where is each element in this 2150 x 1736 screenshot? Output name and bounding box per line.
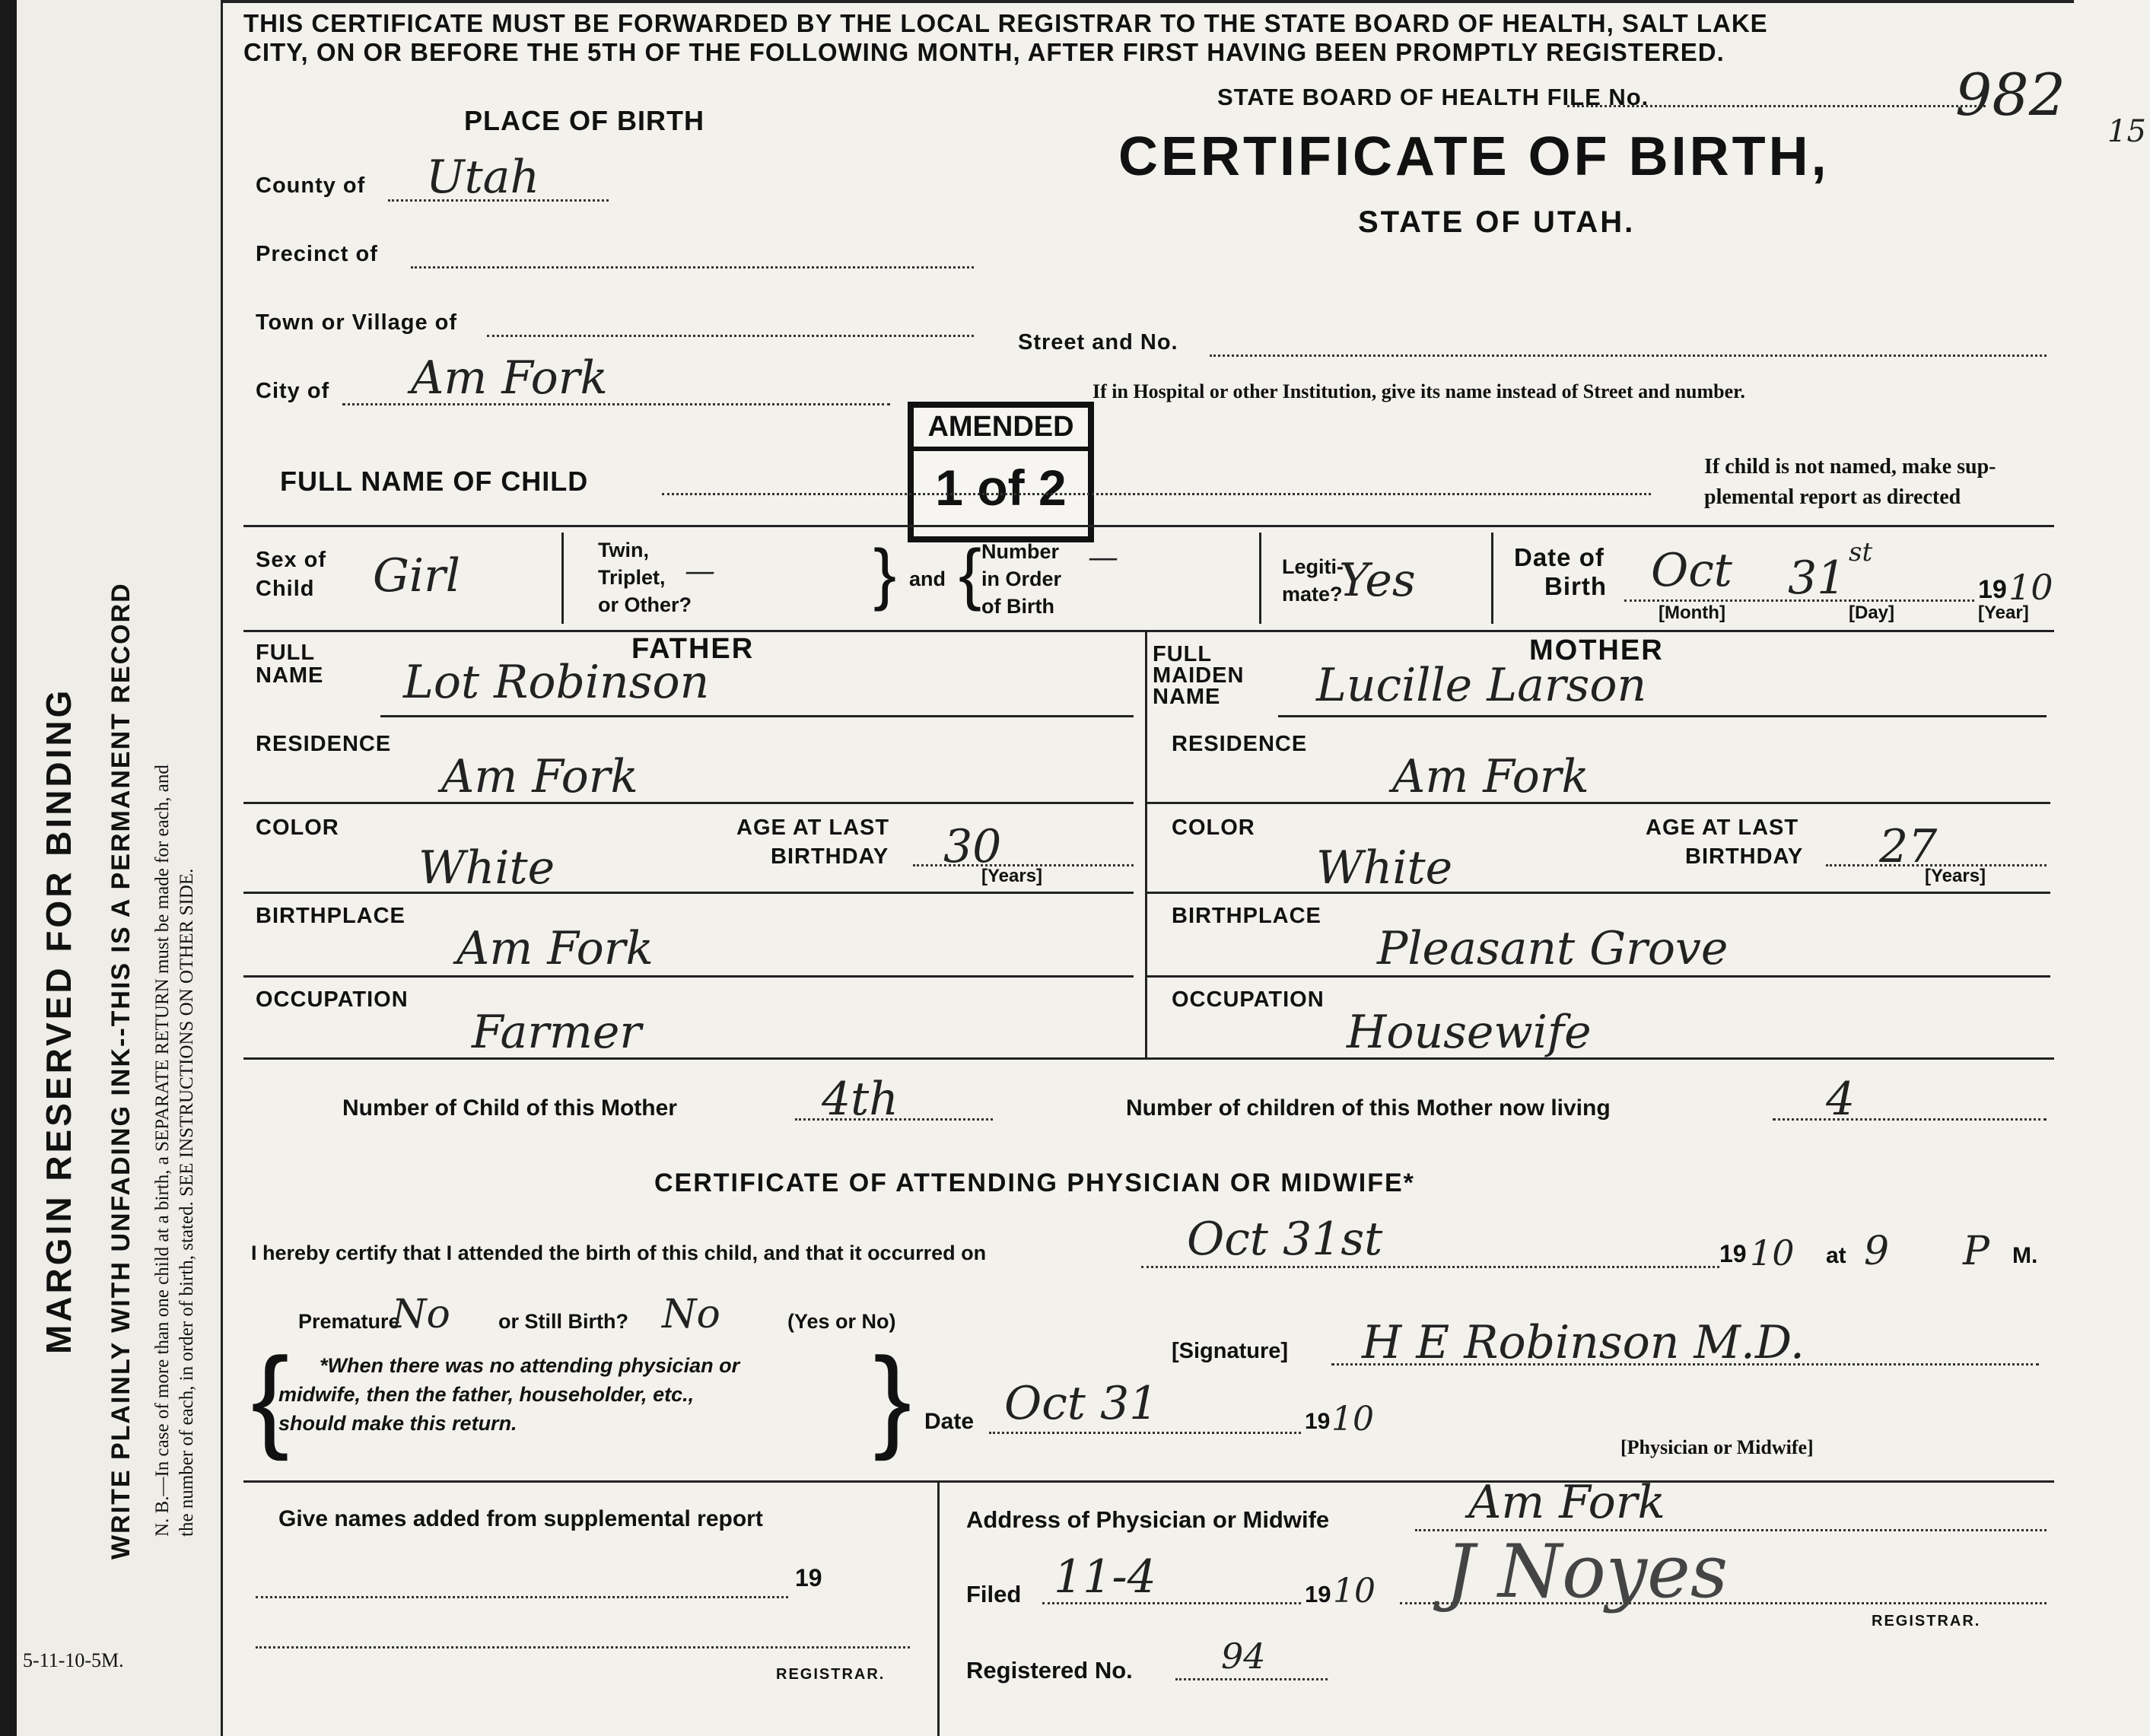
occurred-date: Oct 31st — [1187, 1213, 1383, 1266]
supplemental-title: Give names added from supplemental report — [278, 1506, 763, 1531]
binding-margin — [0, 0, 223, 1736]
birth-ampm: P — [1963, 1229, 1989, 1274]
write-plainly-text: WRITE PLAINLY WITH UNFADING INK--THIS IS A PERMANENT RECORD — [107, 582, 135, 1560]
mother-age-label-1: AGE AT LAST — [1646, 816, 1799, 840]
mother-birthplace: Pleasant Grove — [1377, 922, 1729, 975]
yes-no-label: (Yes or No) — [787, 1310, 896, 1333]
child-number-label: Number of Child of this Mother — [342, 1095, 677, 1121]
stamp-line-2: 1 of 2 — [935, 459, 1067, 516]
stamp-line-1: AMENDED — [914, 408, 1088, 451]
dob-year-prefix: 19 — [1978, 575, 2007, 604]
amended-stamp — [908, 402, 1094, 542]
margin-reserved-text: MARGIN RESERVED FOR BINDING — [39, 687, 78, 1354]
mother-residence-label: RESIDENCE — [1172, 732, 1308, 756]
father-birthplace-label: BIRTHPLACE — [256, 904, 406, 928]
dob-day-suffix: st — [1849, 537, 1873, 568]
dob-label-2: Birth — [1544, 572, 1607, 600]
nb-note-line1: N. B.—In case of more than one child at a birth, a SEPARATE RETURN must be made for each, and — [152, 765, 173, 1537]
father-color: White — [418, 841, 555, 895]
father-age: 30 — [943, 820, 1002, 873]
address-label: Address of Physician or Midwife — [966, 1506, 1330, 1533]
physician-heading: CERTIFICATE OF ATTENDING PHYSICIAN OR MIDWIFE* — [654, 1168, 1415, 1197]
precinct-label: Precinct of — [256, 242, 378, 266]
registrar-signature: J Noyes — [1446, 1529, 1729, 1614]
mother-occupation-label: OCCUPATION — [1172, 987, 1325, 1012]
unnamed-note-1: If child is not named, make sup- — [1704, 455, 1996, 479]
mother-occupation: Housewife — [1347, 1006, 1592, 1059]
still-birth-label: or Still Birth? — [498, 1310, 628, 1333]
twin-label-1: Twin, — [598, 539, 649, 561]
date-year: 10 — [1331, 1400, 1374, 1439]
father-birthplace: Am Fork — [456, 922, 654, 975]
at-label: at — [1826, 1243, 1846, 1268]
father-age-label-1: AGE AT LAST — [736, 816, 890, 840]
file-number: 982 — [1955, 61, 2066, 129]
town-label: Town or Village of — [256, 310, 458, 335]
mother-color: White — [1316, 841, 1453, 895]
dob-day: 31 — [1788, 552, 1846, 605]
father-years: [Years] — [981, 866, 1043, 886]
note-line-3: should make this return. — [278, 1412, 517, 1435]
supplemental-year: 19 — [795, 1564, 822, 1591]
and-label: and — [909, 568, 946, 590]
filed-date: 11-4 — [1054, 1550, 1156, 1604]
file-no-label: STATE BOARD OF HEALTH FILE No. — [1217, 84, 1649, 110]
legit-label-2: mate? — [1282, 583, 1343, 606]
number-value: — — [1088, 540, 1118, 575]
month-caption: [Month] — [1659, 603, 1725, 623]
twin-value: — — [685, 554, 715, 589]
number-label-3: of Birth — [981, 595, 1054, 618]
nb-note-line2: the number of each, in order of birth, stated. SEE INSTRUCTIONS ON OTHER SIDE. — [177, 868, 197, 1537]
occurred-year: 10 — [1750, 1232, 1795, 1273]
registered-no-label: Registered No. — [966, 1657, 1133, 1684]
hospital-note: If in Hospital or other Institution, give its name instead of Street and number. — [1092, 380, 1745, 402]
mother-birthplace-label: BIRTHPLACE — [1172, 904, 1321, 928]
still-birth-value: No — [662, 1292, 720, 1337]
father-age-label-2: BIRTHDAY — [771, 844, 889, 869]
mother-age: 27 — [1879, 820, 1938, 873]
filed-year-prefix: 19 — [1305, 1581, 1331, 1607]
registrar-label: REGISTRAR. — [1872, 1613, 1981, 1629]
mother-residence: Am Fork — [1392, 750, 1589, 803]
notice-line-2: CITY, ON OR BEFORE THE 5TH OF THE FOLLOWING MONTH, AFTER FIRST HAVING BEEN PROMPTLY REGISTERED. — [243, 38, 1725, 66]
birth-hour: 9 — [1864, 1229, 1890, 1274]
father-name-label: NAME — [256, 663, 324, 688]
twin-label-2: Triplet, — [598, 566, 666, 589]
mother-maiden-label: MAIDEN — [1153, 663, 1245, 688]
filed-label: Filed — [966, 1581, 1022, 1607]
dob-month: Oct — [1651, 544, 1732, 597]
living-count: 4 — [1826, 1073, 1856, 1126]
twin-label-3: or Other? — [598, 593, 692, 616]
sex-value: Girl — [373, 549, 460, 603]
certificate-page: MARGIN RESERVED FOR BINDING WRITE PLAINLY WITH UNFADING INK--THIS IS A PERMANENT RECORD N. B.—In case of more than one child at a birth, a SEPARATE RETURN must be made for each, and the number of each, in order of birth, stated. SEE INSTRUCTIONS ON OTHER SIDE. 5-11-10-5M. THIS CERTIFICATE MUST BE FORWARDED BY THE LOCAL REGISTRAR TO THE STATE BOARD OF HEALTH, SALT LAKE CITY, ON OR BEFORE THE 5TH OF THE FOLLOWING MONTH, AFTER FIRST HAVING BEEN PROMPTLY REGISTERED. PLACE OF BIRTH STATE BOARD OF HEALTH FILE No. 982 15 CERTIFICATE OF BIRTH, STATE OF UTAH. County of Utah Precinct of Town or Village of Street and No. City of Am Fork If in Hospital or other Institution, give its name instead of Street and number. AMENDED 1 of 2 FULL NAME OF CHILD If child is not named, make sup- plemental report as directed Sex of Child Girl Twin, Triplet, or Other? — } and { Number in Order of Birth — Legiti- mate? Yes Date of Birth Oct 31 st 19 10 [Month] [Day] [Year] FATHER FULL NAME Lot Robinson RESIDENCE Am Fork COLOR White AGE AT LAST BIRTHDAY 30 [Years] BIRTHPLACE Am Fork OCCUPATION Farmer MOTHER FULL MAIDEN NAME Lucille Larson RESIDENCE Am Fork COLOR White AGE AT LAST BIRTHDAY 27 [Years] BIRTHPLACE Pleasant Grove OCCUPATION Housewife Number of Child of this Mother 4th Number of children of this Mother now living 4 CERTIFICATE OF ATTENDING PHYSICIAN OR MIDWIFE* I hereby certify that I attended the birth of this child, and that it occurred on Oct 31st 19 10 at 9 P M. Premature No or Still Birth? No (Yes or No) { *When there was no attending physician or midwife, then the father, householder, etc., should make this return. } [Signature] H E Robinson M.D. [Physician or Midwife] Date Oct 31 19 10 Give names added from supplemental report 19 REGISTRAR. Address of Physician or Midwife Am Fork Filed 11-4 19 10 J Noyes REGISTRAR. Registered No. 94 — [0, 0, 2150, 1736]
torn-edge — [0, 0, 17, 1736]
child-name-label: FULL NAME OF CHILD — [280, 466, 589, 497]
signature-label: [Signature] — [1172, 1339, 1289, 1363]
notice-line-1: THIS CERTIFICATE MUST BE FORWARDED BY THE LOCAL REGISTRAR TO THE STATE BOARD OF HEALTH, SALT LAKE — [243, 9, 1768, 37]
form-number: 5-11-10-5M. — [23, 1649, 124, 1671]
legit-label-1: Legiti- — [1282, 555, 1344, 578]
dob-label-1: Date of — [1514, 543, 1605, 571]
registered-no: 94 — [1221, 1636, 1266, 1677]
child-number: 4th — [822, 1073, 898, 1126]
sex-label-1: Sex of — [256, 548, 327, 572]
number-label-2: in Order — [981, 568, 1062, 590]
mother-name-label: NAME — [1153, 685, 1221, 709]
unnamed-note-2: plemental report as directed — [1704, 485, 1961, 509]
mother-full-label: FULL — [1153, 642, 1213, 666]
certify-text: I hereby certify that I attended the birth of this child, and that it occurred on — [251, 1242, 987, 1264]
file-number-side: 15 — [2107, 114, 2146, 149]
sex-label-2: Child — [256, 577, 315, 601]
number-label-1: Number — [981, 540, 1060, 563]
note-line-1: *When there was no attending physician or — [320, 1354, 740, 1377]
mother-age-label-2: BIRTHDAY — [1685, 844, 1804, 869]
father-name: Lot Robinson — [403, 656, 710, 709]
day-caption: [Day] — [1849, 603, 1895, 623]
date-year-prefix: 19 — [1305, 1409, 1331, 1434]
county-value: Utah — [426, 151, 540, 204]
date-label: Date — [924, 1409, 975, 1434]
legit-value: Yes — [1339, 554, 1416, 607]
living-label: Number of children of this Mother now living — [1126, 1095, 1611, 1121]
signature-caption: [Physician or Midwife] — [1620, 1436, 1814, 1458]
father-full-label: FULL — [256, 641, 316, 665]
certificate-title: CERTIFICATE OF BIRTH, — [1118, 126, 1830, 187]
father-residence: Am Fork — [441, 750, 638, 803]
year-caption: [Year] — [1978, 603, 2029, 623]
premature-value: No — [392, 1292, 450, 1337]
m-label: M. — [2012, 1243, 2038, 1268]
dob-year: 10 — [2008, 567, 2053, 608]
father-color-label: COLOR — [256, 816, 339, 840]
father-heading: FATHER — [631, 633, 755, 665]
mother-color-label: COLOR — [1172, 816, 1255, 840]
mother-name: Lucille Larson — [1316, 659, 1647, 712]
place-of-birth-heading: PLACE OF BIRTH — [464, 105, 704, 136]
filed-year: 10 — [1333, 1572, 1376, 1610]
father-occupation: Farmer — [472, 1006, 642, 1059]
physician-date: Oct 31 — [1004, 1377, 1159, 1430]
premature-label: Premature — [298, 1310, 400, 1333]
street-label: Street and No. — [1018, 330, 1178, 355]
physician-address: Am Fork — [1468, 1476, 1665, 1529]
mother-heading: MOTHER — [1529, 634, 1664, 666]
physician-signature: H E Robinson M.D. — [1362, 1316, 1805, 1369]
occurred-year-prefix: 19 — [1719, 1240, 1747, 1267]
note-line-2: midwife, then the father, householder, etc., — [278, 1383, 695, 1406]
mother-years: [Years] — [1925, 866, 1986, 886]
supplemental-registrar: REGISTRAR. — [776, 1666, 886, 1683]
father-residence-label: RESIDENCE — [256, 732, 392, 756]
city-label: City of — [256, 379, 330, 403]
city-value: Am Fork — [411, 351, 608, 405]
state-heading: STATE OF UTAH. — [1358, 205, 1636, 239]
county-label: County of — [256, 173, 366, 198]
father-occupation-label: OCCUPATION — [256, 987, 409, 1012]
